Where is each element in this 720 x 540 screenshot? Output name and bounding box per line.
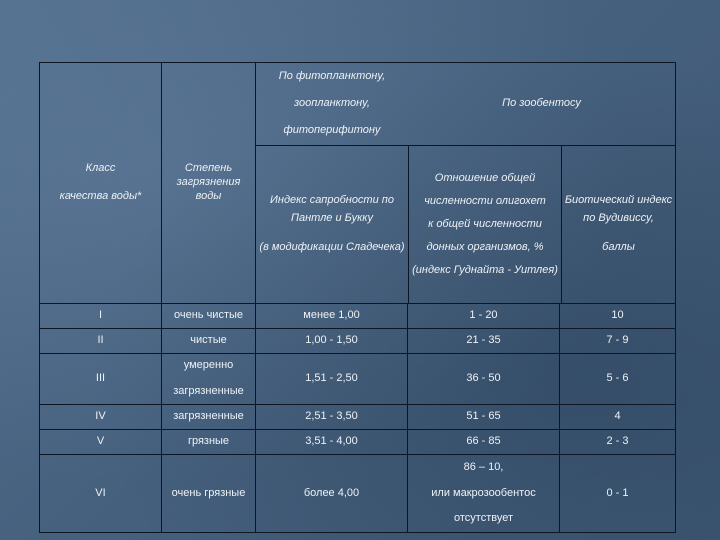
row-degree: очень чистые — [162, 304, 256, 329]
row-biotic: 0 - 1 — [560, 455, 676, 533]
header-phyto-line2: зоопланктону, — [293, 97, 370, 110]
header-zoobenthos-group — [408, 63, 675, 145]
table-header-row — [40, 63, 676, 304]
row-saprobity: более 4,00 — [256, 455, 408, 533]
row-degree-line1: умеренно — [183, 359, 234, 372]
header-class-cell — [40, 63, 162, 304]
header-degree-line3: воды — [195, 189, 222, 202]
row-degree: очень грязные — [162, 455, 256, 533]
header-ratio — [409, 146, 562, 303]
row-biotic: 7 - 9 — [560, 329, 676, 354]
header-class-line2: качества воды* — [59, 190, 142, 202]
row-class: IV — [40, 405, 162, 430]
header-ratio-line2: численности олигохет — [424, 194, 546, 207]
row-biotic: 10 — [560, 304, 676, 329]
row-ratio: 66 - 85 — [408, 430, 560, 455]
table-row — [40, 455, 676, 533]
row-saprobity: менее 1,00 — [256, 304, 408, 329]
row-class: III — [40, 354, 162, 405]
row-degree-line2: загрязненные — [173, 385, 244, 397]
header-saprobity-line3: (в модификации Сладечека) — [259, 241, 405, 254]
table-row — [40, 329, 676, 354]
table-row — [40, 304, 676, 329]
water-quality-table — [39, 62, 676, 533]
header-biotic-line2: по Вудивиссу, — [583, 211, 654, 224]
table-row — [40, 430, 676, 455]
row-ratio-line2: или макрозообентос — [431, 486, 536, 499]
header-degree-line2: загрязнения — [176, 176, 241, 189]
row-biotic: 2 - 3 — [560, 430, 676, 455]
header-zoobenthos: По зообентосу — [502, 97, 581, 110]
row-class: VI — [40, 455, 162, 533]
header-degree-cell — [162, 63, 256, 304]
row-ratio: 1 - 20 — [408, 304, 560, 329]
row-class: V — [40, 430, 162, 455]
row-ratio-line3: отсутствует — [453, 512, 513, 525]
row-ratio: 51 - 65 — [408, 405, 560, 430]
header-methods-cell — [256, 63, 676, 304]
row-degree: грязные — [162, 430, 256, 455]
row-class: I — [40, 304, 162, 329]
row-saprobity: 3,51 - 4,00 — [256, 430, 408, 455]
table-row — [40, 354, 676, 405]
row-ratio: 21 - 35 — [408, 329, 560, 354]
row-class: II — [40, 329, 162, 354]
header-ratio-line3: к общей численности — [428, 217, 542, 230]
table-row — [40, 405, 676, 430]
row-ratio-line1: 86 – 10, — [463, 460, 504, 473]
row-saprobity: 1,51 - 2,50 — [256, 354, 408, 405]
header-ratio-line4: донных организмов, % — [426, 241, 544, 254]
header-group-row — [256, 63, 675, 145]
header-phyto-group — [256, 63, 408, 145]
header-subcolumns — [256, 145, 675, 303]
row-ratio: 36 - 50 — [408, 354, 560, 405]
row-saprobity: 1,00 - 1,50 — [256, 329, 408, 354]
header-biotic-line1: Биотический индекс — [564, 194, 673, 207]
header-saprobity — [256, 146, 409, 303]
header-phyto-line3: фитоперифитону — [283, 124, 381, 137]
header-degree-line1: Степень — [184, 162, 233, 175]
header-biotic-line3: баллы — [602, 241, 635, 254]
header-saprobity-line2: Пантле и Букку — [291, 211, 373, 224]
header-phyto-line1: По фитопланктону, — [278, 69, 386, 82]
row-degree: загрязненные — [162, 405, 256, 430]
header-class-line1: Класс — [85, 162, 116, 175]
header-ratio-line5: (индекс Гуднайта - Уитлея) — [412, 264, 558, 277]
header-biotic — [562, 146, 675, 303]
row-degree: чистые — [162, 329, 256, 354]
row-biotic: 4 — [560, 405, 676, 430]
header-saprobity-line1: Индекс сапробности по — [270, 194, 394, 207]
header-ratio-line1: Отношение общей — [434, 171, 536, 184]
row-degree-cell — [162, 354, 256, 405]
row-saprobity: 2,51 - 3,50 — [256, 405, 408, 430]
row-biotic: 5 - 6 — [560, 354, 676, 405]
row-ratio-cell — [408, 455, 560, 533]
